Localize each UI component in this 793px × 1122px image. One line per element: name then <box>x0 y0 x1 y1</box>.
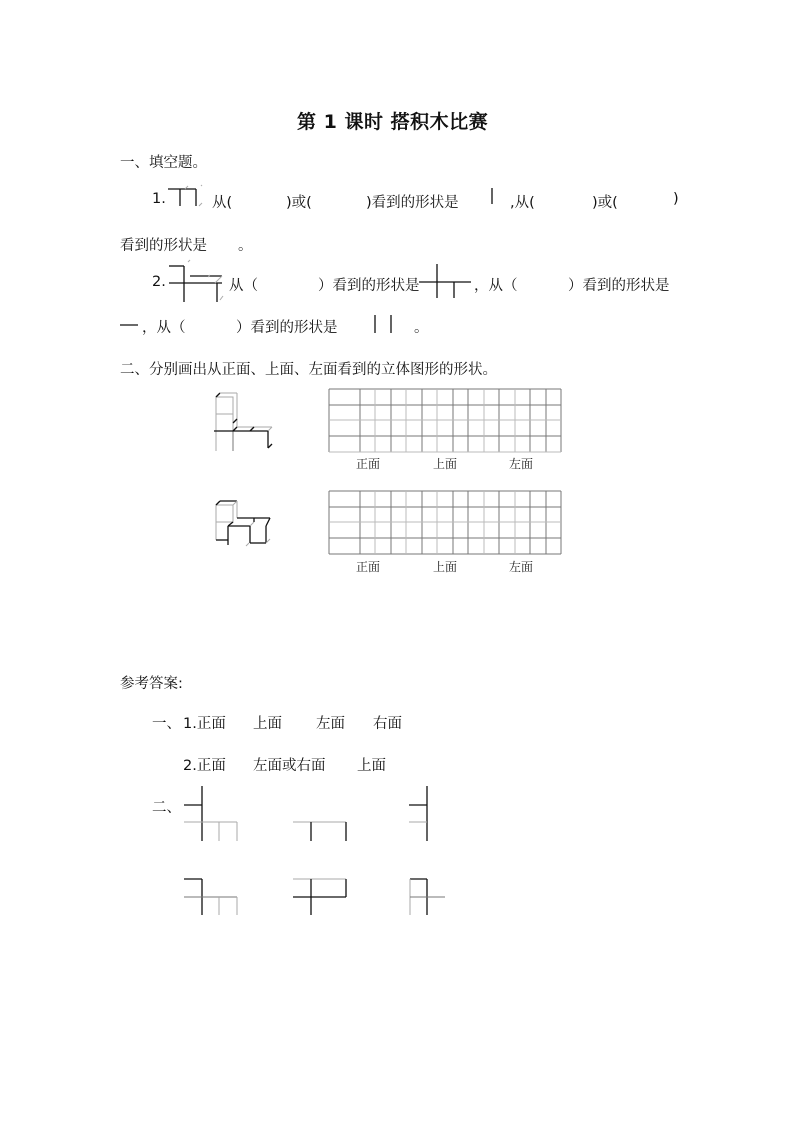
drawing-grid-1 <box>328 388 564 454</box>
cube-figure-1-icon <box>214 393 276 453</box>
q2-end-period: 。 <box>414 320 429 336</box>
answer-2-2: 左面或右面 <box>253 758 326 774</box>
answers-part-2-prefix: 二、 <box>152 800 181 816</box>
answer-1-1: 1.正面 <box>183 716 226 732</box>
answer-2-3: 上面 <box>357 758 386 774</box>
q1-text-or-1: )或( <box>286 195 312 211</box>
answers-heading: 参考答案: <box>120 676 183 692</box>
q1-end-period: 。 <box>238 238 253 254</box>
section-2-heading: 二、分别画出从正面、上面、左面看到的立体图形的形状。 <box>120 362 497 378</box>
q1-text-close: ) <box>673 191 679 207</box>
drawing-grid-2 <box>328 490 564 556</box>
q2-shape-two-lines-icon <box>374 315 394 335</box>
q2-number: 2. <box>152 274 166 290</box>
answer-1-3: 左面 <box>316 716 345 732</box>
answer-fig2-left-icon <box>409 877 449 919</box>
page-title: 第 1 课时 搭积木比赛 <box>297 111 489 133</box>
section-1-heading: 一、填空题。 <box>120 155 207 171</box>
answers-part-1-prefix: 一、 <box>152 716 181 732</box>
q1-text-seen-1: )看到的形状是 <box>366 195 459 211</box>
q1-number: 1. <box>152 191 166 207</box>
q2-text-seen-2: ）看到的形状是 <box>568 278 670 294</box>
grid-2-label-left: 左面 <box>509 560 534 574</box>
grid-1-label-top: 上面 <box>433 457 458 471</box>
answer-1-4: 右面 <box>373 716 402 732</box>
q1-text-from-1: 从( <box>212 195 233 211</box>
q2-text-seen-1: ）看到的形状是 <box>318 278 420 294</box>
answer-fig1-left-icon <box>409 786 439 846</box>
answer-fig1-top-icon <box>293 786 353 846</box>
q2-text-from-1: 从（ <box>229 278 258 294</box>
answer-fig2-top-icon <box>293 877 353 919</box>
q2-text-seen-3: ）看到的形状是 <box>236 320 338 336</box>
q1-shape-vertical-line-icon <box>490 188 494 206</box>
q2-text-from-3: ，从（ <box>142 320 186 336</box>
answer-fig1-front-icon <box>184 786 244 846</box>
q1-text-from-2: ,从( <box>510 195 535 211</box>
answer-fig2-front-icon <box>184 877 244 919</box>
q2-shape-front-icon <box>419 264 475 300</box>
grid-1-label-front: 正面 <box>356 457 381 471</box>
q1-text-seen-2: 看到的形状是 <box>120 238 207 254</box>
q2-text-from-2: ，从（ <box>474 278 518 294</box>
cube-figure-2-icon <box>214 500 280 548</box>
q1-text-or-2: )或( <box>592 195 618 211</box>
q2-shape-horizontal-line-icon <box>120 323 140 327</box>
grid-1-label-left: 左面 <box>509 457 534 471</box>
answer-1-2: 上面 <box>253 716 282 732</box>
q1-figure-icon <box>168 186 208 208</box>
answer-2-1: 2.正面 <box>183 758 226 774</box>
grid-2-label-front: 正面 <box>356 560 381 574</box>
q2-figure-icon <box>168 262 228 304</box>
grid-2-label-top: 上面 <box>433 560 458 574</box>
